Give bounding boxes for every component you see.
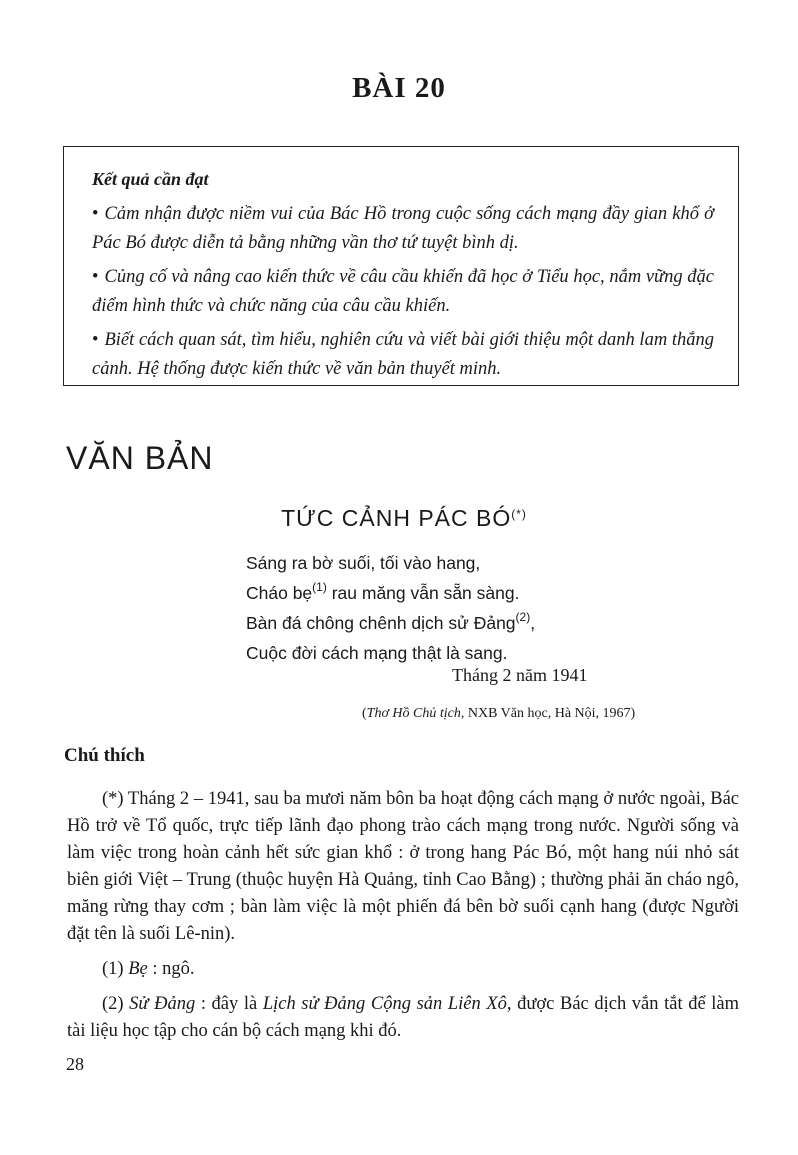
footnote-mark: (1) bbox=[312, 580, 327, 594]
note-text: : đây là bbox=[195, 994, 263, 1014]
poem-line: Sáng ra bờ suối, tối vào hang, bbox=[246, 553, 481, 573]
goal-item bbox=[92, 326, 714, 384]
goal-item bbox=[92, 200, 714, 258]
poem-date: Tháng 2 năm 1941 bbox=[452, 665, 588, 685]
section-heading: VĂN BẢN bbox=[66, 440, 214, 476]
poem-title-text: TỨC CẢNH PÁC BÓ bbox=[281, 505, 512, 531]
note-term: Sử Đảng bbox=[129, 994, 196, 1014]
goals-heading: Kết quả cần đạt bbox=[92, 169, 209, 189]
bullet-icon: • bbox=[92, 330, 99, 350]
poem-line bbox=[246, 578, 535, 608]
poem-line-text: Cháo bẹ bbox=[246, 583, 313, 603]
note-text: Tháng 2 – 1941, sau ba mươi năm bôn ba hoạt động cách mạng ở nước ngoài, Bác Hồ trở về Tổ quốc, trực tiếp lãnh đạo phong trào cách mạng trong nước. Người sống và làm việc trong hoàn cảnh hết sức gian khổ : ở trong hang Pác Bó, một hang núi nhỏ sát biên giới Việt – Trung (thuộc huyện Hà Quảng, tỉnh Cao Bằng) ; thường phải ăn cháo ngô, măng rừng thay cơm ; bàn làm việc là một phiến đá bên bờ suối cạnh hang (được Người đặt tên là suối Lê-nin). bbox=[67, 789, 739, 944]
note-work-title: Lịch sử Đảng Cộng sản Liên Xô bbox=[262, 994, 507, 1014]
goal-text: Cảm nhận được niềm vui của Bác Hồ trong cuộc sống cách mạng đầy gian khổ ở Pác Bó được diễn tả bằng những vần thơ tứ tuyệt bình dị. bbox=[92, 204, 714, 253]
poem-line-text: rau măng vẫn sẵn sàng. bbox=[326, 583, 520, 603]
poem-line: Cuộc đời cách mạng thật là sang. bbox=[246, 643, 508, 663]
note-item bbox=[67, 991, 739, 1045]
poem-line-text: Bàn đá chông chênh dịch sử Đảng bbox=[246, 613, 516, 633]
notes-heading: Chú thích bbox=[64, 745, 145, 766]
bullet-icon: • bbox=[92, 204, 99, 224]
citation-work-title: Thơ Hồ Chủ tịch bbox=[366, 706, 461, 721]
footnote-mark: (*) bbox=[102, 789, 124, 809]
goal-text: Biết cách quan sát, tìm hiểu, nghiên cứu và viết bài giới thiệu một danh lam thắng cảnh. Hệ thống được kiến thức về văn bản thuyết minh. bbox=[92, 330, 714, 379]
note-term: Bẹ bbox=[128, 959, 148, 979]
poem-title bbox=[0, 505, 798, 532]
note-text: , được Bác dịch vắn tắt để làm tài liệu học tập cho cán bộ cách mạng khi đó. bbox=[67, 994, 739, 1041]
footnote-mark: (1) bbox=[102, 959, 129, 979]
notes-section bbox=[67, 786, 739, 1053]
citation-text: , NXB Văn học, Hà Nội, 1967) bbox=[460, 706, 636, 721]
note-item bbox=[67, 956, 739, 983]
poem-line-text: , bbox=[530, 613, 536, 633]
footnote-mark: (2) bbox=[102, 994, 130, 1014]
note-item bbox=[67, 786, 739, 948]
footnote-mark: (2) bbox=[515, 610, 531, 624]
source-citation bbox=[362, 706, 635, 722]
page-number: 28 bbox=[66, 1054, 84, 1074]
lesson-title: BÀI 20 bbox=[352, 72, 446, 104]
citation-text: ( bbox=[362, 706, 367, 721]
note-text: : ngô. bbox=[147, 959, 195, 979]
poem-line bbox=[246, 608, 535, 638]
footnote-mark: (*) bbox=[511, 507, 527, 521]
bullet-icon: • bbox=[92, 267, 99, 287]
goal-item bbox=[92, 263, 714, 321]
poem-body bbox=[246, 548, 535, 668]
learning-goals-box bbox=[63, 146, 739, 386]
goal-text: Củng cố và nâng cao kiến thức về câu cầu khiến đã học ở Tiểu học, nắm vững đặc điểm hình thức và chức năng của câu cầu khiến. bbox=[92, 267, 714, 316]
